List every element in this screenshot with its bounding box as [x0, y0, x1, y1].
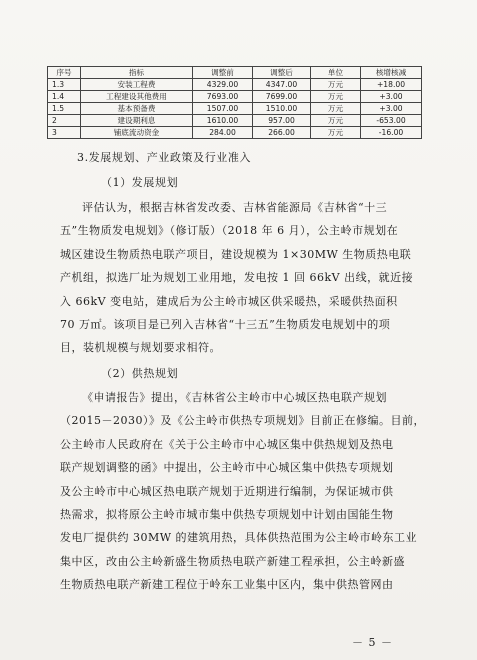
- paragraph-line: 集中区，改由公主岭新盛生物质热电联产新建工程承担，公主岭新盛: [60, 554, 405, 568]
- table-cell: 基本预备费: [81, 103, 193, 115]
- header-cell: 指标: [81, 67, 193, 79]
- table-row: [48, 79, 422, 91]
- table-row: [48, 103, 422, 115]
- table-cell: 万元: [311, 91, 361, 103]
- table-cell: 1510.00: [253, 103, 311, 115]
- subheading-development-plan: （1）发展规划: [101, 176, 179, 189]
- table-cell: 安装工程费: [81, 79, 193, 91]
- table-cell: 4347.00: [253, 79, 311, 91]
- table-cell: +18.00: [361, 79, 422, 91]
- table-cell: 万元: [311, 103, 361, 115]
- paragraph-line: 70 万㎡。该项目是已列入吉林省“十三五”生物质发电规划中的项: [60, 318, 391, 332]
- header-cell: 序号: [48, 67, 81, 79]
- table-cell: 7693.00: [193, 91, 253, 103]
- table-cell: -16.00: [361, 127, 422, 139]
- paragraph-line: 五”生物质发电规划》（修订版）（2018 年 6 月），公主岭市规划在: [60, 224, 399, 238]
- table-cell: +3.00: [361, 91, 422, 103]
- header-cell: 调整后: [253, 67, 311, 79]
- table-cell: 957.00: [253, 115, 311, 127]
- table-cell: 284.00: [193, 127, 253, 139]
- header-cell: 单位: [311, 67, 361, 79]
- table-cell: +3.00: [361, 103, 422, 115]
- table-row: [48, 91, 422, 103]
- table-cell: 万元: [311, 115, 361, 127]
- table-cell: 建设期利息: [81, 115, 193, 127]
- table-cell: 266.00: [253, 127, 311, 139]
- paragraph-line: 《申请报告》提出，《吉林省公主岭市中心城区热电联产规划: [82, 391, 387, 404]
- table-cell: 万元: [311, 127, 361, 139]
- paragraph-line: 及公主岭市中心城区热电联产规划于近期进行编制，为保证城市供: [60, 484, 394, 498]
- header-cell: 核增核减: [361, 67, 422, 79]
- table-cell: 2: [48, 115, 81, 127]
- paragraph-line: 评估认为，根据吉林省发改委、吉林省能源局《吉林省“十三: [82, 201, 388, 214]
- table-cell: 7699.00: [253, 91, 311, 103]
- section-heading: 3.发展规划、产业政策及行业准入: [77, 151, 252, 164]
- table-cell: 1.3: [48, 79, 81, 91]
- table-header-row: [48, 67, 422, 79]
- investment-adjustment-table: [47, 66, 422, 139]
- paragraph-line: 产机组，拟选厂址为规划工业用地，发电按 1 回 66kV 出线，就近接: [60, 271, 414, 285]
- table-cell: 1.5: [48, 103, 81, 115]
- paragraph-line: 公主岭市人民政府在《关于公主岭市中心城区集中供热规划及热电: [60, 437, 394, 451]
- table-row: [48, 127, 422, 139]
- table-cell: 1.4: [48, 91, 81, 103]
- table-cell: 1507.00: [193, 103, 253, 115]
- table-row: [48, 115, 422, 127]
- paragraph-line: 城区建设生物质热电联产项目，建设规模为 1×30MW 生物质热电联: [60, 247, 412, 261]
- table-cell: 1610.00: [193, 115, 253, 127]
- subheading-heating-plan: （2）供热规划: [101, 367, 179, 380]
- table-cell: 4329.00: [193, 79, 253, 91]
- paragraph-line: 入 66kV 变电站，建成后为公主岭市城区供采暖热，采暖供热面积: [60, 294, 398, 308]
- paragraph-line: 目，装机规模与规划要求相符。: [60, 341, 221, 355]
- table-cell: -653.00: [361, 115, 422, 127]
- table-cell: 万元: [311, 79, 361, 91]
- paragraph-line: 生物质热电联产新建工程位于岭东工业集中区内，集中供热管网由: [60, 578, 394, 592]
- paragraph-line: 发电厂提供约 30MW 的建筑用热，具体供热范围为公主岭市岭东工业: [60, 531, 418, 545]
- paragraph-line: （2015－2030）》及《公主岭市供热专项规划》目前正在修编。目前，: [60, 414, 425, 428]
- table-cell: 工程建设其他费用: [81, 91, 193, 103]
- paragraph-heating-plan: [60, 386, 432, 597]
- table-cell: 铺底流动资金: [81, 127, 193, 139]
- page-number: － 5 －: [352, 636, 393, 649]
- header-cell: 调整前: [193, 67, 253, 79]
- paragraph-development-plan: [60, 196, 432, 360]
- paragraph-line: 联产规划调整的函》中提出，公主岭市中心城区集中供热专项规划: [60, 461, 394, 475]
- paragraph-line: 热需求，拟将原公主岭市城市集中供热专项规划中计划由国能生物: [60, 508, 394, 522]
- table-cell: 3: [48, 127, 81, 139]
